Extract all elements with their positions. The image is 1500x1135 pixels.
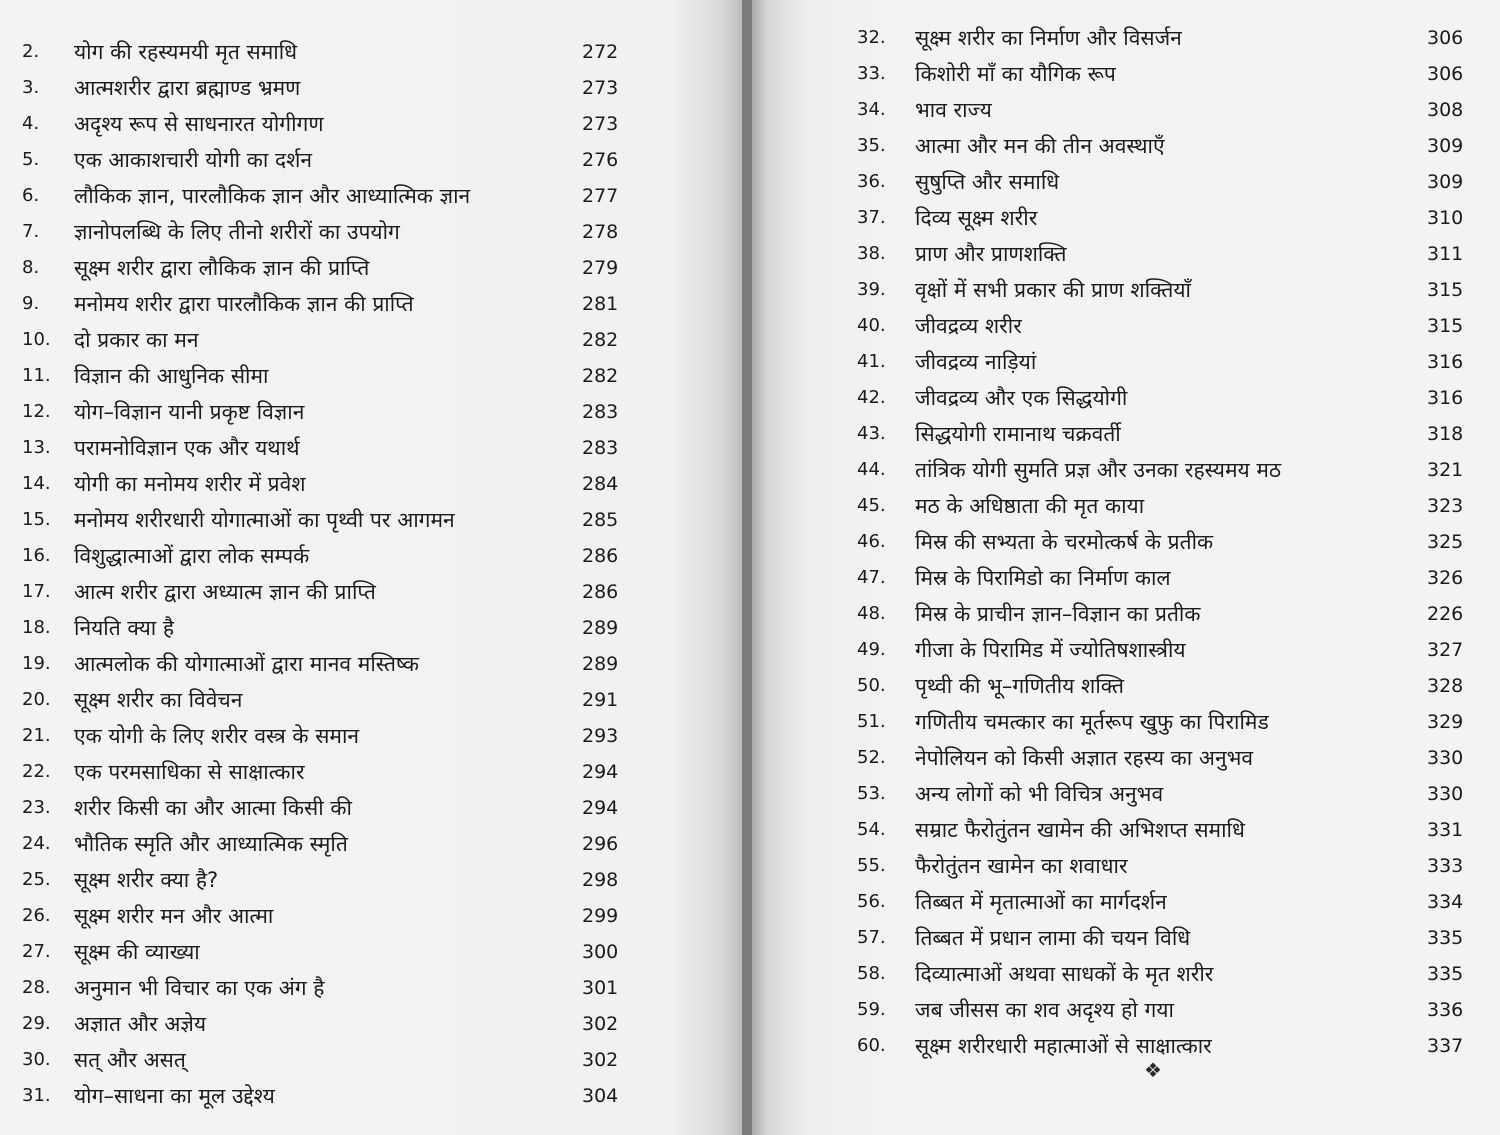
toc-entry-title: गीजा के पिरामिड में ज्योतिषशास्त्रीय [915, 638, 1186, 662]
toc-entry-number: 55. [857, 855, 886, 876]
toc-entry-title: लौकिक ज्ञान, पारलौकिक ज्ञान और आध्यात्मिक ज्ञान [74, 184, 471, 208]
toc-entry-number: 4. [22, 113, 40, 134]
toc-entry-number: 25. [22, 869, 51, 890]
toc-entry-page-number: 316 [1427, 387, 1464, 409]
toc-entry-number: 29. [22, 1013, 51, 1034]
toc-entry [857, 308, 1467, 344]
toc-entry-number: 10. [22, 329, 51, 350]
toc-entry-title: सूक्ष्म शरीरधारी महात्माओं से साक्षात्कार [915, 1034, 1212, 1058]
toc-entry-number: 13. [22, 437, 51, 458]
toc-entry-page-number: 316 [1427, 351, 1464, 373]
toc-entry-page-number: 277 [582, 185, 619, 207]
toc-entry-title: विशुद्धात्माओं द्वारा लोक सम्पर्क [74, 544, 310, 568]
toc-entry-page-number: 318 [1427, 423, 1464, 445]
toc-entry-number: 7. [22, 221, 40, 242]
toc-entry-number: 8. [22, 257, 40, 278]
toc-entry-number: 46. [857, 531, 886, 552]
toc-entry-title: अज्ञात और अज्ञेय [74, 1012, 207, 1036]
toc-entry [857, 416, 1467, 452]
toc-entry-page-number: 321 [1427, 459, 1464, 481]
toc-entry-page-number: 294 [582, 797, 619, 819]
toc-entry-title: जब जीसस का शव अदृश्य हो गया [915, 998, 1174, 1022]
toc-entry-page-number: 296 [582, 833, 619, 855]
toc-entry [22, 538, 632, 574]
toc-entry-number: 47. [857, 567, 886, 588]
toc-entry [857, 488, 1467, 524]
toc-entry-number: 39. [857, 279, 886, 300]
toc-entry [22, 178, 632, 214]
toc-entry-page-number: 293 [582, 725, 619, 747]
toc-entry [22, 214, 632, 250]
toc-entry-number: 26. [22, 905, 51, 926]
toc-entry-title: अन्य लोगों को भी विचित्र अनुभव [915, 782, 1164, 806]
toc-entry [22, 790, 632, 826]
toc-entry [22, 250, 632, 286]
toc-entry-number: 45. [857, 495, 886, 516]
toc-entry-page-number: 326 [1427, 567, 1464, 589]
toc-entry [22, 106, 632, 142]
toc-entry-number: 42. [857, 387, 886, 408]
toc-entry [857, 596, 1467, 632]
toc-entry [22, 286, 632, 322]
toc-entry-title: विज्ञान की आधुनिक सीमा [74, 364, 269, 388]
toc-entry-page-number: 281 [582, 293, 619, 315]
toc-entry-page-number: 283 [582, 437, 619, 459]
toc-entry [857, 560, 1467, 596]
toc-entry-number: 51. [857, 711, 886, 732]
toc-entry [22, 394, 632, 430]
toc-entry-number: 19. [22, 653, 51, 674]
toc-entry-number: 2. [22, 41, 40, 62]
toc-entry-page-number: 330 [1427, 783, 1464, 805]
toc-entry [857, 92, 1467, 128]
toc-entry [22, 682, 632, 718]
toc-entry-page-number: 336 [1427, 999, 1464, 1021]
toc-entry-page-number: 284 [582, 473, 619, 495]
toc-entry [857, 524, 1467, 560]
toc-entry-number: 5. [22, 149, 40, 170]
toc-entry-title: सूक्ष्म की व्याख्या [74, 940, 200, 964]
toc-entry-title: आत्म शरीर द्वारा अध्यात्म ज्ञान की प्राप्ति [74, 580, 376, 604]
toc-entry-page-number: 272 [582, 41, 619, 63]
toc-entry-title: सुषुप्ति और समाधि [915, 170, 1060, 194]
toc-entry-number: 14. [22, 473, 51, 494]
toc-entry-title: जीवद्रव्य और एक सिद्धयोगी [915, 386, 1128, 410]
toc-entry [857, 380, 1467, 416]
toc-entry-page-number: 301 [582, 977, 619, 999]
toc-entry-number: 33. [857, 63, 886, 84]
toc-entry-title: अदृश्य रूप से साधनारत योगीगण [74, 112, 324, 136]
toc-entry-title: सिद्धयोगी रामानाथ चक्रवर्ती [915, 422, 1121, 446]
toc-entry [857, 704, 1467, 740]
toc-entry-title: ज्ञानोपलब्धि के लिए तीनो शरीरों का उपयोग [74, 220, 400, 244]
toc-entry-title: योग–साधना का मूल उद्देश्य [74, 1084, 275, 1108]
toc-entry-title: जीवद्रव्य नाड़ियां [915, 350, 1037, 374]
toc-entry-number: 20. [22, 689, 51, 710]
toc-entry-number: 56. [857, 891, 886, 912]
toc-entry [857, 200, 1467, 236]
toc-entry-number: 6. [22, 185, 40, 206]
toc-entry-page-number: 226 [1427, 603, 1464, 625]
toc-entry-page-number: 328 [1427, 675, 1464, 697]
toc-entry-number: 23. [22, 797, 51, 818]
left-page [0, 0, 742, 1135]
toc-entry-title: मठ के अधिष्ठाता की मृत काया [915, 494, 1145, 518]
toc-entry [22, 34, 632, 70]
toc-entry-title: सूक्ष्म शरीर मन और आत्मा [74, 904, 274, 928]
toc-entry-title: सूक्ष्म शरीर का निर्माण और विसर्जन [915, 26, 1182, 50]
toc-entry-page-number: 286 [582, 581, 619, 603]
toc-entry-number: 37. [857, 207, 886, 228]
toc-entry [857, 812, 1467, 848]
toc-entry-page-number: 308 [1427, 99, 1464, 121]
toc-entry-title: अनुमान भी विचार का एक अंग है [74, 976, 325, 1000]
toc-entry [22, 466, 632, 502]
toc-entry-number: 32. [857, 27, 886, 48]
toc-entry-title: आत्मा और मन की तीन अवस्थाएँ [915, 134, 1165, 158]
toc-entry-title: सूक्ष्म शरीर का विवेचन [74, 688, 243, 712]
toc-entry-page-number: 298 [582, 869, 619, 891]
toc-entry-page-number: 299 [582, 905, 619, 927]
toc-entry-title: सूक्ष्म शरीर द्वारा लौकिक ज्ञान की प्राप्ति [74, 256, 370, 280]
toc-entry [857, 920, 1467, 956]
toc-entry-number: 15. [22, 509, 51, 530]
toc-entry [857, 668, 1467, 704]
toc-entry-number: 48. [857, 603, 886, 624]
toc-entry-page-number: 323 [1427, 495, 1464, 517]
toc-entry-title: मिस्र के पिरामिडो का निर्माण काल [915, 566, 1171, 590]
toc-entry-page-number: 315 [1427, 315, 1464, 337]
toc-entry-page-number: 289 [582, 617, 619, 639]
toc-entry [22, 826, 632, 862]
toc-entry-number: 50. [857, 675, 886, 696]
toc-entry-number: 57. [857, 927, 886, 948]
toc-entry [857, 164, 1467, 200]
toc-entry-title: आत्मशरीर द्वारा ब्रह्माण्ड भ्रमण [74, 76, 301, 100]
toc-entry-number: 36. [857, 171, 886, 192]
toc-entry-page-number: 335 [1427, 963, 1464, 985]
end-ornament: ❖ [1144, 1058, 1162, 1082]
toc-entry-number: 28. [22, 977, 51, 998]
toc-entry [857, 56, 1467, 92]
toc-entry-page-number: 279 [582, 257, 619, 279]
toc-entry-page-number: 306 [1427, 27, 1464, 49]
toc-entry-number: 58. [857, 963, 886, 984]
book-gutter [742, 0, 752, 1135]
toc-entry-number: 34. [857, 99, 886, 120]
toc-entry-title: प्राण और प्राणशक्ति [915, 242, 1067, 266]
toc-entry-title: योगी का मनोमय शरीर में प्रवेश [74, 472, 306, 496]
toc-entry-title: एक आकाशचारी योगी का दर्शन [74, 148, 313, 172]
toc-entry-page-number: 289 [582, 653, 619, 675]
toc-entry [22, 358, 632, 394]
toc-entry-title: जीवद्रव्य शरीर [915, 314, 1022, 338]
toc-entry-page-number: 335 [1427, 927, 1464, 949]
toc-entry-title: तिब्बत में मृतात्माओं का मार्गदर्शन [915, 890, 1167, 914]
toc-entry [857, 992, 1467, 1028]
toc-entry-number: 27. [22, 941, 51, 962]
toc-entry-page-number: 300 [582, 941, 619, 963]
toc-entry [22, 1006, 632, 1042]
toc-entry [22, 898, 632, 934]
toc-entry-number: 49. [857, 639, 886, 660]
toc-entry-page-number: 304 [582, 1085, 619, 1107]
toc-entry-title: मिस्र की सभ्यता के चरमोत्कर्ष के प्रतीक [915, 530, 1214, 554]
toc-entry-page-number: 273 [582, 77, 619, 99]
right-page [752, 0, 1500, 1135]
toc-entry [857, 884, 1467, 920]
toc-entry-page-number: 282 [582, 329, 619, 351]
toc-entry [857, 848, 1467, 884]
toc-entry [22, 574, 632, 610]
toc-entry-title: तांत्रिक योगी सुमति प्रज्ञ और उनका रहस्यमय मठ [915, 458, 1282, 482]
toc-entry-page-number: 337 [1427, 1035, 1464, 1057]
toc-entry-title: वृक्षों में सभी प्रकार की प्राण शक्तियाँ [915, 278, 1191, 302]
toc-entry-page-number: 325 [1427, 531, 1464, 553]
toc-entry [22, 862, 632, 898]
toc-entry-number: 3. [22, 77, 40, 98]
toc-entry-number: 54. [857, 819, 886, 840]
toc-entry-number: 30. [22, 1049, 51, 1070]
toc-entry-page-number: 329 [1427, 711, 1464, 733]
toc-entry-page-number: 309 [1427, 171, 1464, 193]
toc-entry-page-number: 294 [582, 761, 619, 783]
toc-entry-title: मनोमय शरीर द्वारा पारलौकिक ज्ञान की प्राप्ति [74, 292, 414, 316]
toc-entry [22, 970, 632, 1006]
toc-entry-page-number: 302 [582, 1013, 619, 1035]
toc-entry-title: योग–विज्ञान यानी प्रकृष्ट विज्ञान [74, 400, 305, 424]
toc-entry-page-number: 276 [582, 149, 619, 171]
toc-entry-title: मनोमय शरीरधारी योगात्माओं का पृथ्वी पर आगमन [74, 508, 455, 532]
toc-entry-page-number: 291 [582, 689, 619, 711]
toc-entry-title: तिब्बत में प्रधान लामा की चयन विधि [915, 926, 1191, 950]
toc-entry-title: आत्मलोक की योगात्माओं द्वारा मानव मस्तिष्क [74, 652, 420, 676]
toc-entry-page-number: 330 [1427, 747, 1464, 769]
toc-entry-page-number: 286 [582, 545, 619, 567]
toc-entry-title: गणितीय चमत्कार का मूर्तरूप खुफु का पिरामिड [915, 710, 1269, 734]
toc-entry-title: दिव्यात्माओं अथवा साधकों के मृत शरीर [915, 962, 1214, 986]
toc-entry-page-number: 333 [1427, 855, 1464, 877]
toc-entry-title: शरीर किसी का और आत्मा किसी की [74, 796, 352, 820]
toc-entry [857, 1028, 1467, 1064]
toc-entry-page-number: 278 [582, 221, 619, 243]
toc-entry [22, 70, 632, 106]
toc-entry-title: सम्राट फैरोतुंतन खामेन की अभिशप्त समाधि [915, 818, 1245, 842]
toc-entry-title: दो प्रकार का मन [74, 328, 199, 352]
toc-entry [857, 344, 1467, 380]
toc-entry-number: 12. [22, 401, 51, 422]
toc-entry-number: 18. [22, 617, 51, 638]
toc-entry-number: 22. [22, 761, 51, 782]
toc-entry-page-number: 282 [582, 365, 619, 387]
toc-entry-number: 16. [22, 545, 51, 566]
toc-entry-number: 31. [22, 1085, 51, 1106]
toc-entry-number: 11. [22, 365, 51, 386]
toc-entry-number: 24. [22, 833, 51, 854]
toc-entry-title: सत् और असत् [74, 1048, 186, 1072]
toc-entry-number: 38. [857, 243, 886, 264]
toc-entry [857, 236, 1467, 272]
toc-entry [857, 272, 1467, 308]
toc-entry [22, 754, 632, 790]
toc-entry [22, 934, 632, 970]
toc-entry-title: फैरोतुंतन खामेन का शवाधार [915, 854, 1128, 878]
toc-entry-page-number: 285 [582, 509, 619, 531]
toc-entry [857, 128, 1467, 164]
toc-entry [22, 646, 632, 682]
toc-entry-page-number: 273 [582, 113, 619, 135]
toc-entry-number: 44. [857, 459, 886, 480]
toc-entry-page-number: 310 [1427, 207, 1464, 229]
toc-entry-title: दिव्य सूक्ष्म शरीर [915, 206, 1038, 230]
toc-entry [857, 740, 1467, 776]
toc-entry [22, 430, 632, 466]
toc-entry-title: मिस्र के प्राचीन ज्ञान–विज्ञान का प्रतीक [915, 602, 1201, 626]
toc-entry-page-number: 327 [1427, 639, 1464, 661]
toc-entry-page-number: 283 [582, 401, 619, 423]
toc-entry [857, 452, 1467, 488]
toc-entry-page-number: 311 [1427, 243, 1464, 265]
toc-entry [857, 20, 1467, 56]
toc-entry [857, 632, 1467, 668]
toc-entry-title: परामनोविज्ञान एक और यथार्थ [74, 436, 300, 460]
toc-entry-page-number: 302 [582, 1049, 619, 1071]
toc-entry-title: नियति क्या है [74, 616, 175, 640]
toc-entry-number: 17. [22, 581, 51, 602]
toc-entry-number: 40. [857, 315, 886, 336]
toc-entry-page-number: 334 [1427, 891, 1464, 913]
toc-entry-number: 41. [857, 351, 886, 372]
toc-entry [22, 1078, 632, 1114]
toc-entry-number: 52. [857, 747, 886, 768]
toc-entry-number: 59. [857, 999, 886, 1020]
toc-entry-page-number: 306 [1427, 63, 1464, 85]
toc-entry-number: 60. [857, 1035, 886, 1056]
toc-entry-title: नेपोलियन को किसी अज्ञात रहस्य का अनुभव [915, 746, 1254, 770]
toc-entry-title: एक परमसाधिका से साक्षात्कार [74, 760, 305, 784]
toc-entry-number: 35. [857, 135, 886, 156]
toc-entry-title: सूक्ष्म शरीर क्या है? [74, 868, 219, 892]
toc-entry [22, 502, 632, 538]
toc-entry [22, 142, 632, 178]
toc-entry-title: योग की रहस्यमयी मृत समाधि [74, 40, 298, 64]
toc-entry-title: एक योगी के लिए शरीर वस्त्र के समान [74, 724, 360, 748]
toc-entry [857, 776, 1467, 812]
toc-entry-number: 53. [857, 783, 886, 804]
toc-entry-title: भौतिक स्मृति और आध्यात्मिक स्मृति [74, 832, 348, 856]
toc-entry-title: भाव राज्य [915, 98, 992, 122]
toc-entry [22, 718, 632, 754]
toc-entry-title: पृथ्वी की भू–गणितीय शक्ति [915, 674, 1124, 698]
toc-entry [857, 956, 1467, 992]
toc-entry [22, 610, 632, 646]
toc-entry-number: 9. [22, 293, 40, 314]
toc-entry [22, 322, 632, 358]
toc-entry-number: 43. [857, 423, 886, 444]
toc-entry-page-number: 331 [1427, 819, 1464, 841]
toc-entry-page-number: 315 [1427, 279, 1464, 301]
toc-entry-number: 21. [22, 725, 51, 746]
toc-entry-page-number: 309 [1427, 135, 1464, 157]
toc-entry-title: किशोरी माँ का यौगिक रूप [915, 62, 1116, 86]
toc-entry [22, 1042, 632, 1078]
